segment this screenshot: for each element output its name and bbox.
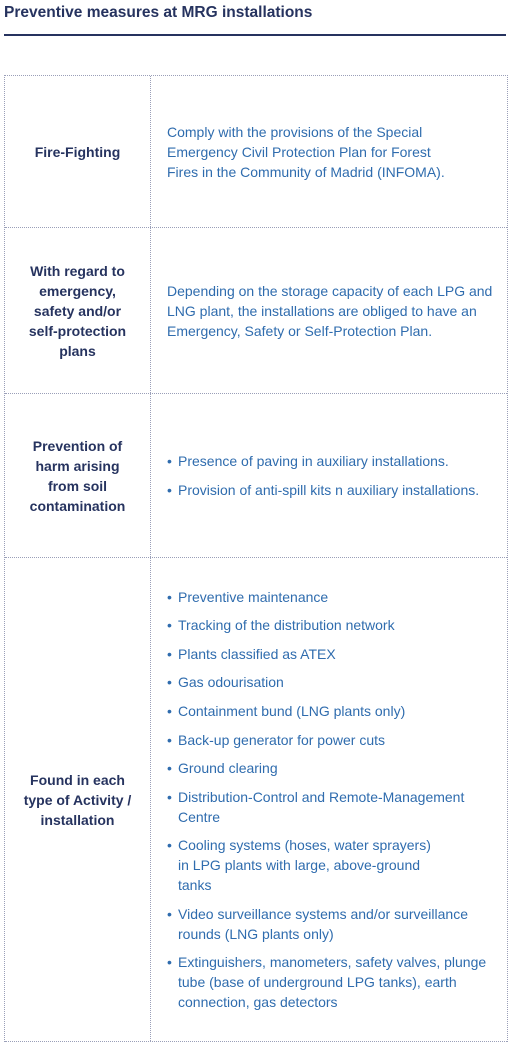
row-label: [5, 558, 151, 1041]
list-item: • Containment bund (LNG plants only): [167, 701, 497, 721]
list-item: • Distribution-Control and Remote-Management Centre: [167, 787, 497, 827]
row-label-text: Found in each type of Activity / installation: [23, 771, 132, 828]
list-item: • Presence of paving in auxiliary installations.: [167, 451, 497, 471]
row-label: [5, 394, 151, 557]
bullet-list: [167, 451, 497, 500]
row-text: Depending on the storage capacity of each LPG and LNG plant, the installations are obliged to have an Emergency, Safety or Self-Protection Plan.: [167, 282, 493, 339]
row-label-text: Fire-Fighting: [34, 143, 121, 160]
table-row-fire-fighting: [5, 76, 507, 228]
row-content: [151, 558, 507, 1041]
list-item: • Video surveillance systems and/or surveillance rounds (LNG plants only): [167, 904, 497, 944]
list-item: • Back-up generator for power cuts: [167, 730, 497, 750]
page-title: Preventive measures at MRG installations: [4, 4, 313, 21]
list-item: • Tracking of the distribution network: [167, 615, 497, 635]
list-item: • Gas odourisation: [167, 672, 497, 692]
measures-table: [4, 75, 508, 1042]
row-content: [151, 76, 507, 227]
row-content: [151, 394, 507, 557]
list-item: • Ground clearing: [167, 758, 497, 778]
row-label: [5, 76, 151, 227]
list-item: • Preventive maintenance: [167, 587, 497, 607]
list-item: • Plants classified as ATEX: [167, 644, 497, 664]
row-label: [5, 228, 151, 393]
list-item: • Cooling systems (hoses, water sprayers) in LPG plants with large, above-ground tanks: [167, 835, 497, 895]
bullet-list: [167, 587, 497, 1013]
row-label-text: Prevention of harm arising from soil contamination: [29, 437, 126, 514]
table-row-emergency-plans: [5, 228, 507, 394]
table-row-soil-contamination: [5, 394, 507, 558]
row-label-text: With regard to emergency, safety and/or self-protection plans: [28, 262, 127, 359]
row-content: [151, 228, 507, 393]
title-divider: [4, 34, 506, 36]
list-item: • Extinguishers, manometers, safety valves, plunge tube (base of underground LPG tanks), earth connection, gas detectors: [167, 952, 497, 1012]
list-item: • Provision of anti-spill kits n auxiliary installations.: [167, 480, 497, 500]
row-text: Comply with the provisions of the Special Emergency Civil Protection Plan for Forest Fires in the Community of Madrid (INFOMA).: [167, 123, 445, 180]
table-row-activity-installation: [5, 558, 507, 1042]
